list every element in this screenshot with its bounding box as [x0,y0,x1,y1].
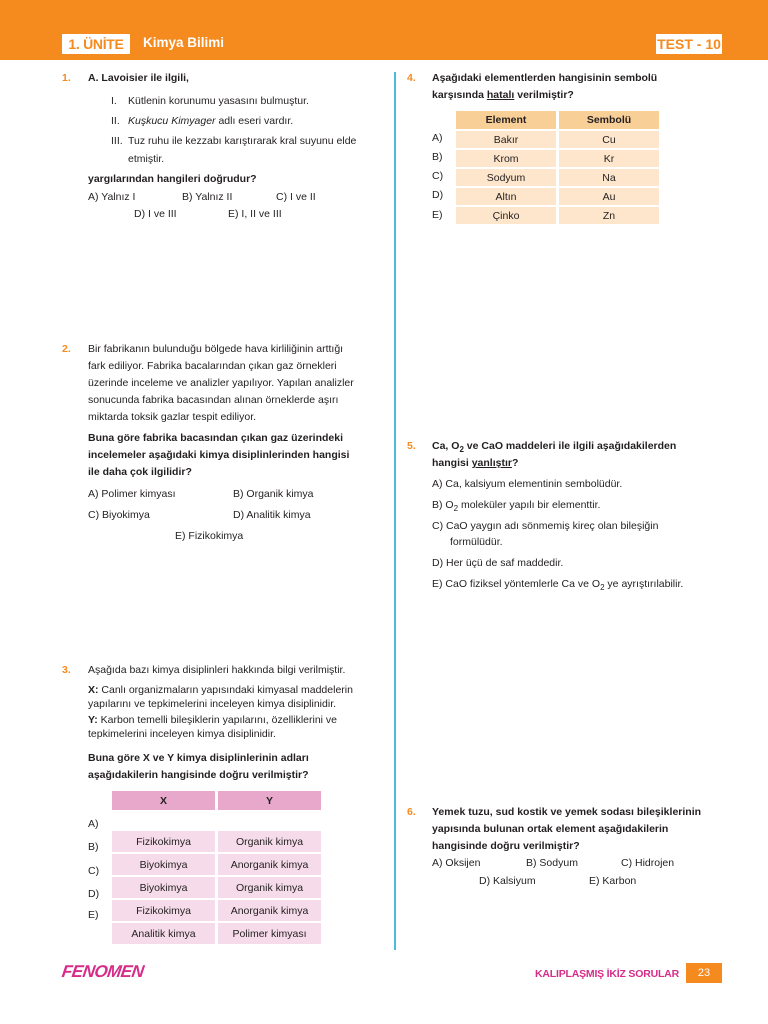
cell-y: Organik kimya [218,831,321,852]
column-header-y: Y [218,791,321,810]
option-a[interactable]: A) [432,132,443,144]
option-b[interactable]: B) Yalnız II [182,191,233,203]
option-e[interactable]: E) [432,209,443,221]
publisher-logo: FENOMEN [60,962,145,981]
option-b[interactable]: B) Organik kimya [233,488,314,500]
passage-line: sonucunda fabrika bacasından alınan örneklerde aşırı [88,394,339,406]
cell-symbol: Kr [559,150,659,167]
option-e[interactable]: E) Karbon [589,875,637,887]
option-a[interactable]: A) Ca, kalsiyum elementinin sembolüdür. [432,478,623,490]
option-e[interactable]: E) Fizikokimya [175,530,244,542]
question-prompt: hangisi yanlıştır? [432,457,519,469]
statement-2: Kuşkucu Kimyager adlı eseri vardır. [128,115,294,127]
option-a[interactable]: A) Yalnız I [88,191,136,203]
option-d[interactable]: D) [432,189,444,201]
passage-line: üzerinde inceleme ve analizler yapılıyor. Yapılan analizler [88,377,354,389]
question-prompt: Yemek tuzu, sud kostik ve yemek sodası bileşiklerinin [432,806,702,818]
question-prompt: karşısında hatalı verilmiştir? [432,89,574,101]
option-c[interactable]: C) [88,865,100,877]
answer-table [112,789,321,946]
page-number: 23 [686,963,722,983]
item-number: III. [111,135,123,147]
item-number: II. [111,115,120,127]
subject-title: Kimya Bilimi [143,35,225,50]
passage-line: fark ediliyor. Fabrika bacalarından çıkan gaz örnekleri [88,360,337,372]
statement-3-line-2: etmiştir. [128,153,165,165]
option-b[interactable]: B) $O_2$ moleküler yapılı bir elementtir. [432,499,601,514]
definition-x: X: Canlı organizmaların yapısındaki kimyasal maddelerin [88,684,353,696]
cell-element: Sodyum [456,169,556,186]
passage-line: miktarda toksik gazlar tespit ediliyor. [88,411,257,423]
option-a[interactable]: A) Oksijen [432,857,481,869]
passage-line: Bir fabrikanın bulunduğu bölgede hava kirliliğinin arttığı [88,343,344,355]
test-badge: TEST - 10 [657,36,721,52]
question-number: 2. [62,343,71,355]
option-e[interactable]: E) I, II ve III [228,208,282,220]
option-a[interactable]: A) Polimer kimyası [88,488,176,500]
cell-symbol: Cu [559,131,659,148]
cell-y: Anorganik kimya [218,854,321,875]
statement-1: Kütlenin korunumu yasasını bulmuştur. [128,95,309,107]
option-b[interactable]: B) [432,151,443,163]
cell-x: Analitik kimya [112,923,215,944]
element-table [456,109,659,226]
option-d[interactable]: D) Her üçü de saf maddedir. [432,557,564,569]
option-e[interactable]: E) CaO fiziksel yöntemlerle Ca ve $O_2$ ye ayrıştırılabilir. [432,578,684,593]
cell-element: Altın [456,188,556,205]
option-d[interactable]: D) Analitik kimya [233,509,311,521]
cell-x: Fizikokimya [112,831,215,852]
question-prompt: Buna göre X ve Y kimya disiplinlerinin adları [88,752,309,764]
option-e[interactable]: E) [88,909,99,921]
option-d[interactable]: D) I ve III [134,208,177,220]
cell-y: Polimer kimyası [218,923,321,944]
cell-element: Bakır [456,131,556,148]
question-number: 5. [407,440,416,452]
option-a[interactable]: A) [88,818,99,830]
definition-y-cont: tepkimelerini inceleyen kimya disiplinidir. [88,728,276,740]
option-c-cont: formülüdür. [450,536,503,548]
question-number: 6. [407,806,416,818]
cell-symbol: Au [559,188,659,205]
option-d[interactable]: D) Kalsiyum [479,875,536,887]
option-b[interactable]: B) [88,841,99,853]
question-prompt: hangisinde doğru verilmiştir? [432,840,580,852]
cell-symbol: Zn [559,207,659,224]
question-prompt: Ca, $O_2$ ve CaO maddeleri ile ilgili aşağıdakilerden [432,440,677,455]
cell-x: Fizikokimya [112,900,215,921]
option-c[interactable]: C) [432,170,444,182]
option-d[interactable]: D) [88,888,100,900]
option-b[interactable]: B) Sodyum [526,857,578,869]
page-header [0,0,768,60]
intro-text: Aşağıda bazı kimya disiplinleri hakkında bilgi verilmiştir. [88,664,346,676]
cell-y: Anorganik kimya [218,900,321,921]
cell-y: Organik kimya [218,877,321,898]
column-divider [394,72,396,950]
question-prompt: ile daha çok ilgilidir? [88,466,192,478]
question-prompt: aşağıdakilerin hangisinde doğru verilmiştir? [88,769,309,781]
item-number: I. [111,95,117,107]
question-number: 3. [62,664,71,676]
option-c[interactable]: C) I ve II [276,191,316,203]
cell-element: Krom [456,150,556,167]
question-title: A. Lavoisier ile ilgili, [88,72,189,84]
cell-x: Biyokimya [112,854,215,875]
option-c[interactable]: C) Biyokimya [88,509,150,521]
column-header-element: Element [456,111,556,129]
definition-x-cont: yapılarını ve tepkimelerini inceleyen kimya disiplinidir. [88,698,337,710]
option-c[interactable]: C) Hidrojen [621,857,675,869]
question-prompt: Aşağıdaki elementlerden hangisinin sembolü [432,72,658,84]
question-prompt: Buna göre fabrika bacasından çıkan gaz üzerindeki [88,432,343,444]
column-header-symbol: Sembolü [559,111,659,129]
question-number: 4. [407,72,416,84]
series-title: KALIPLAŞMIŞ İKİZ SORULAR [535,968,679,980]
cell-element: Çinko [456,207,556,224]
question-prompt: incelemeler aşağıdaki kimya disiplinlerinden hangisi [88,449,350,461]
question-number: 1. [62,72,71,84]
statement-3-line-1: Tuz ruhu ile kezzabı karıştırarak kral suyunu elde [128,135,357,147]
definition-y: Y: Karbon temelli bileşiklerin yapılarını, özelliklerini ve [88,714,338,726]
unit-badge: 1. ÜNİTE [62,34,130,54]
question-prompt: yargılarından hangileri doğrudur? [88,173,257,185]
cell-symbol: Na [559,169,659,186]
column-header-x: X [112,791,215,810]
question-prompt: yapısında bulunan ortak element aşağıdakilerin [432,823,669,835]
cell-x: Biyokimya [112,877,215,898]
option-c[interactable]: C) CaO yaygın adı sönmemiş kireç olan bileşiğin [432,520,659,532]
